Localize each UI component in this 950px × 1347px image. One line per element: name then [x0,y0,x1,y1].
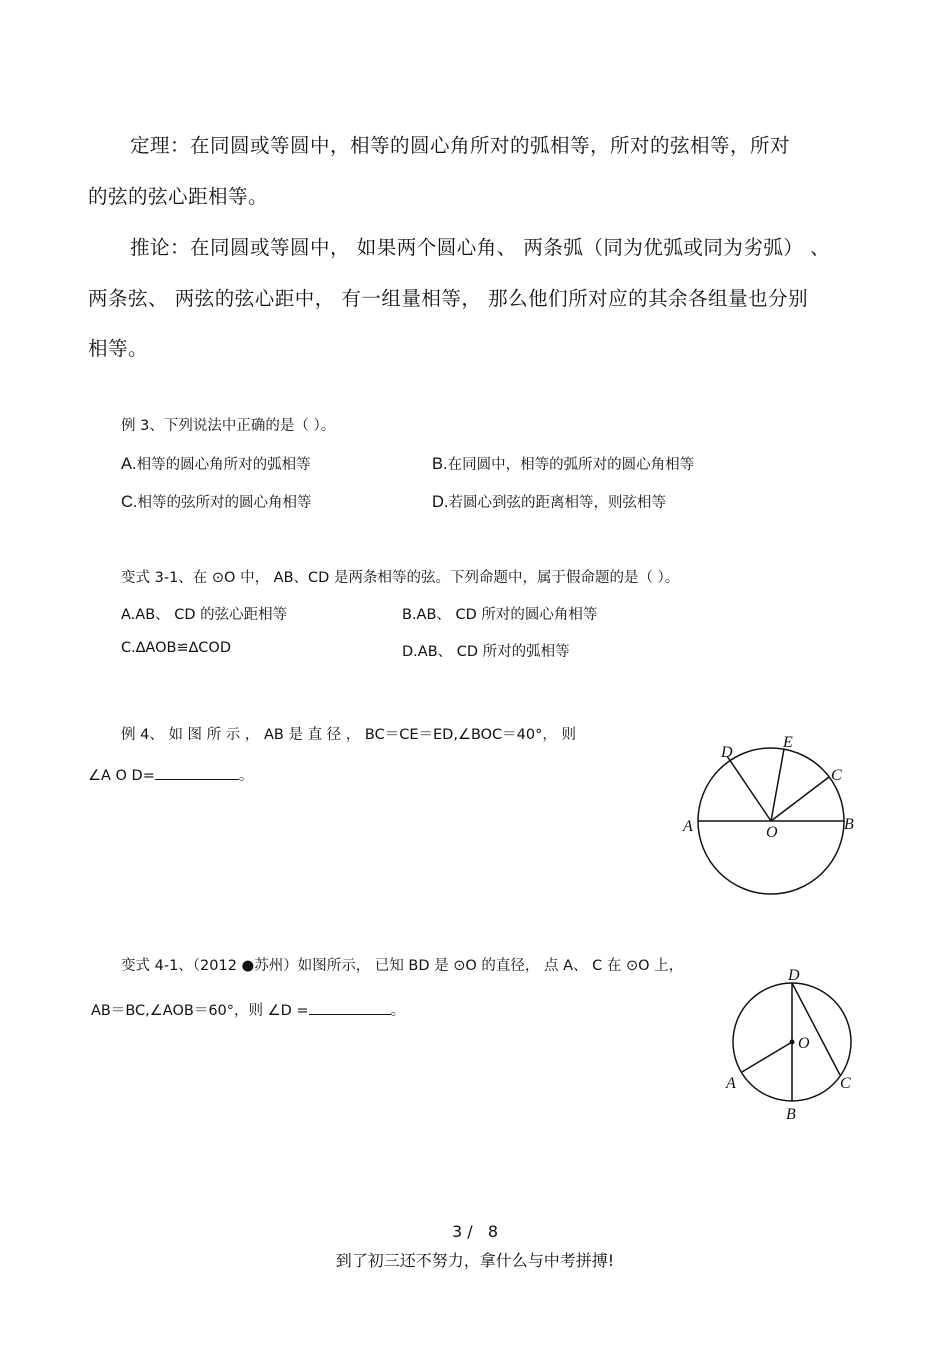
example3-option-d [432,491,666,512]
label-d: D [721,744,733,761]
example4-angle-text: ∠A O D= [88,768,155,784]
variant31-option-d: D.AB、 CD 所对的弧相等 [402,644,570,660]
corollary-line-3: 相等。 [88,337,149,360]
theorem-line-1: 定理：在同圆或等圆中，相等的圆心角所对的弧相等，所对的弦相等，所对 [130,134,791,157]
option-text: 若圆心到弦的距离相等，则弦相等 [448,495,666,511]
example3-option-b [432,453,694,474]
option-letter: C. [121,493,138,511]
label-c: C [831,767,842,784]
chord-dc [792,983,840,1075]
example4-line-2 [88,764,253,785]
theorem-line-2: 的弦的弦心距相等。 [88,185,269,208]
label-o: O [798,1035,810,1052]
example4-line-end: 。 [238,768,254,784]
variant31-question: 变式 3-1、在 ⊙O 中， AB、CD 是两条相等的弦。下列命题中，属于假命题的是（ ）。 [121,570,680,586]
footer-slogan: 到了初三还不努力，拿什么与中考拼搏! [335,1251,615,1270]
corollary-line-1: 推论：在同圆或等圆中， 如果两个圆心角、 两条弧（同为优弧或同为劣弧） 、 [130,236,831,259]
label-a: A [683,818,693,835]
variant31-option-b: B.AB、 CD 所对的圆心角相等 [402,607,598,623]
label-o: O [766,824,778,841]
label-c: C [840,1075,851,1092]
radius-oa [742,1042,792,1072]
variant31-option-c: C.∆AOB≌∆COD [121,640,232,656]
option-text: 相等的圆心角所对的弧相等 [136,457,311,473]
variant41-line-end: 。 [390,1003,406,1019]
example3-question: 例 3、下列说法中正确的是（ ）。 [121,418,336,434]
radius-od [727,756,771,821]
center-point [790,1040,795,1045]
label-b: B [844,816,854,833]
option-letter: D. [432,493,449,511]
label-a: A [726,1075,736,1092]
page-number: 3 / 8 [451,1222,499,1241]
radius-oc [771,777,829,821]
variant41-line-2 [91,999,405,1020]
label-d: D [788,967,800,984]
label-b: B [786,1106,796,1123]
radius-oe [771,749,784,821]
option-letter: B. [432,455,448,473]
option-text: 在同圆中，相等的弧所对的圆心角相等 [447,457,695,473]
variant41-circle-figure [718,962,868,1127]
answer-blank[interactable] [309,999,391,1015]
label-e: E [783,734,793,751]
option-letter: A. [121,455,137,473]
corollary-line-2: 两条弦、 两弦的弦心距中， 有一组量相等， 那么他们所对应的其余各组量也分别 [88,287,809,310]
answer-blank[interactable] [155,764,239,780]
example4-line-1: 例 4、 如 图 所 示 ， AB 是 直 径 ， BC＝CE＝ED,∠BOC＝40°， 则 [121,727,576,743]
variant41-line-1: 变式 4-1、（2012 ●苏州）如图所示， 已知 BD 是 ⊙O 的直径， 点 A、 C 在 ⊙O 上， [121,958,684,974]
option-text: 相等的弦所对的圆心角相等 [137,495,312,511]
example3-option-a [121,453,311,474]
variant41-given-text: AB＝BC,∠AOB＝60°，则 ∠D = [91,1003,309,1019]
variant31-option-a: A.AB、 CD 的弦心距相等 [121,607,288,623]
example3-option-c [121,491,312,512]
example4-circle-figure [676,730,866,905]
